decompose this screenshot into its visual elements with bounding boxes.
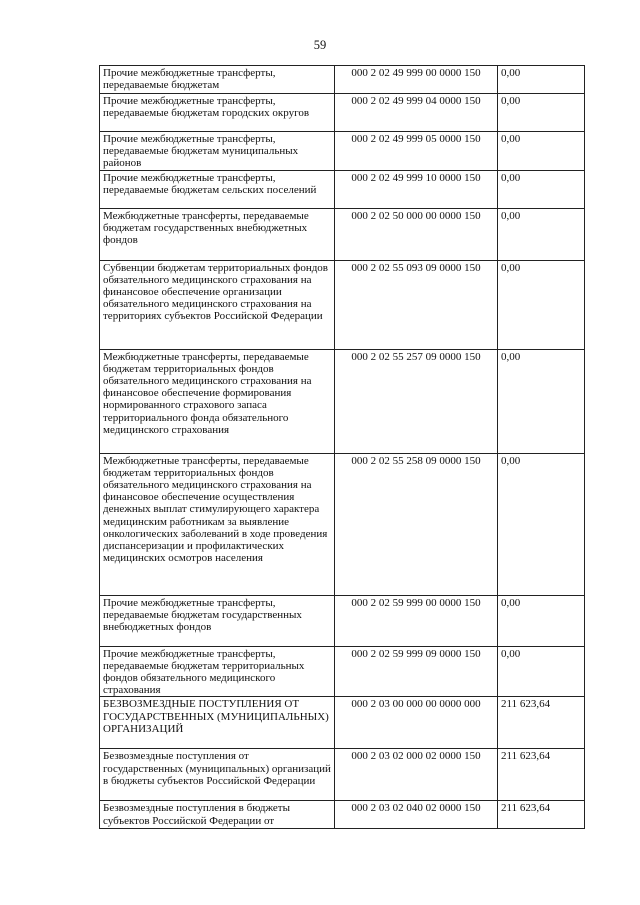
table-row (100, 697, 585, 749)
row-amount: 0,00 (498, 94, 585, 132)
table-row (100, 646, 585, 697)
row-code: 000 2 03 00 000 00 0000 000 (335, 697, 498, 749)
budget-table (99, 65, 585, 829)
table-row (100, 595, 585, 646)
row-code: 000 2 02 50 000 00 0000 150 (335, 208, 498, 260)
row-name: Прочие межбюджетные трансферты, передаваемые бюджетам муниципальных районов (100, 132, 335, 171)
row-name: Безвозмездные поступления от государственных (муниципальных) организаций в бюджеты субъектов Российской Федерации (100, 749, 335, 801)
row-code: 000 2 03 02 040 02 0000 150 (335, 801, 498, 829)
row-name: Безвозмездные поступления в бюджеты субъектов Российской Федерации от (100, 801, 335, 829)
row-amount: 0,00 (498, 349, 585, 453)
row-amount: 211 623,64 (498, 801, 585, 829)
table-row (100, 132, 585, 171)
row-amount: 211 623,64 (498, 749, 585, 801)
row-name: Субвенции бюджетам территориальных фондов обязательного медицинского страхования на финансовое обеспечение организации обязательного медицинского страхования на территориях субъектов Российской Федерации (100, 260, 335, 349)
row-amount: 0,00 (498, 595, 585, 646)
row-code: 000 2 02 59 999 00 0000 150 (335, 595, 498, 646)
table-row (100, 94, 585, 132)
table-row (100, 749, 585, 801)
row-amount: 0,00 (498, 132, 585, 171)
row-code: 000 2 02 49 999 05 0000 150 (335, 132, 498, 171)
row-name: БЕЗВОЗМЕЗДНЫЕ ПОСТУПЛЕНИЯ ОТ ГОСУДАРСТВЕННЫХ (МУНИЦИПАЛЬНЫХ) ОРГАНИЗАЦИЙ (100, 697, 335, 749)
table-row (100, 801, 585, 829)
row-name: Межбюджетные трансферты, передаваемые бюджетам территориальных фондов обязательного медицинского страхования на финансовое обеспечение осуществления денежных выплат стимулирующего характера медицинским работникам за выявление онкологических заболеваний в ходе проведения диспансеризации и профилактических медицинских осмотров населения (100, 453, 335, 595)
row-name: Прочие межбюджетные трансферты, передаваемые бюджетам государственных внебюджетных фондов (100, 595, 335, 646)
row-code: 000 2 02 49 999 10 0000 150 (335, 170, 498, 208)
row-code: 000 2 02 55 093 09 0000 150 (335, 260, 498, 349)
row-code: 000 2 02 55 258 09 0000 150 (335, 453, 498, 595)
row-name: Прочие межбюджетные трансферты, передаваемые бюджетам территориальных фондов обязательного медицинского страхования (100, 646, 335, 697)
row-code: 000 2 03 02 000 02 0000 150 (335, 749, 498, 801)
row-code: 000 2 02 49 999 04 0000 150 (335, 94, 498, 132)
row-amount: 0,00 (498, 170, 585, 208)
row-amount: 211 623,64 (498, 697, 585, 749)
row-name: Межбюджетные трансферты, передаваемые бюджетам государственных внебюджетных фондов (100, 208, 335, 260)
row-amount: 0,00 (498, 453, 585, 595)
row-code: 000 2 02 59 999 09 0000 150 (335, 646, 498, 697)
row-amount: 0,00 (498, 260, 585, 349)
row-amount: 0,00 (498, 646, 585, 697)
row-amount: 0,00 (498, 66, 585, 94)
row-code: 000 2 02 55 257 09 0000 150 (335, 349, 498, 453)
table-row (100, 260, 585, 349)
table-row (100, 208, 585, 260)
table-row (100, 453, 585, 595)
row-code: 000 2 02 49 999 00 0000 150 (335, 66, 498, 94)
row-amount: 0,00 (498, 208, 585, 260)
table-row (100, 170, 585, 208)
page-number: 59 (313, 38, 327, 52)
table-row (100, 349, 585, 453)
row-name: Прочие межбюджетные трансферты, передаваемые бюджетам сельских поселений (100, 170, 335, 208)
row-name: Межбюджетные трансферты, передаваемые бюджетам территориальных фондов обязательного медицинского страхования на финансовое обеспечение формирования нормированного страхового запаса территориального фонда обязательного медицинского страхования (100, 349, 335, 453)
table-row (100, 66, 585, 94)
row-name: Прочие межбюджетные трансферты, передаваемые бюджетам городских округов (100, 94, 335, 132)
row-name: Прочие межбюджетные трансферты, передаваемые бюджетам (100, 66, 335, 94)
